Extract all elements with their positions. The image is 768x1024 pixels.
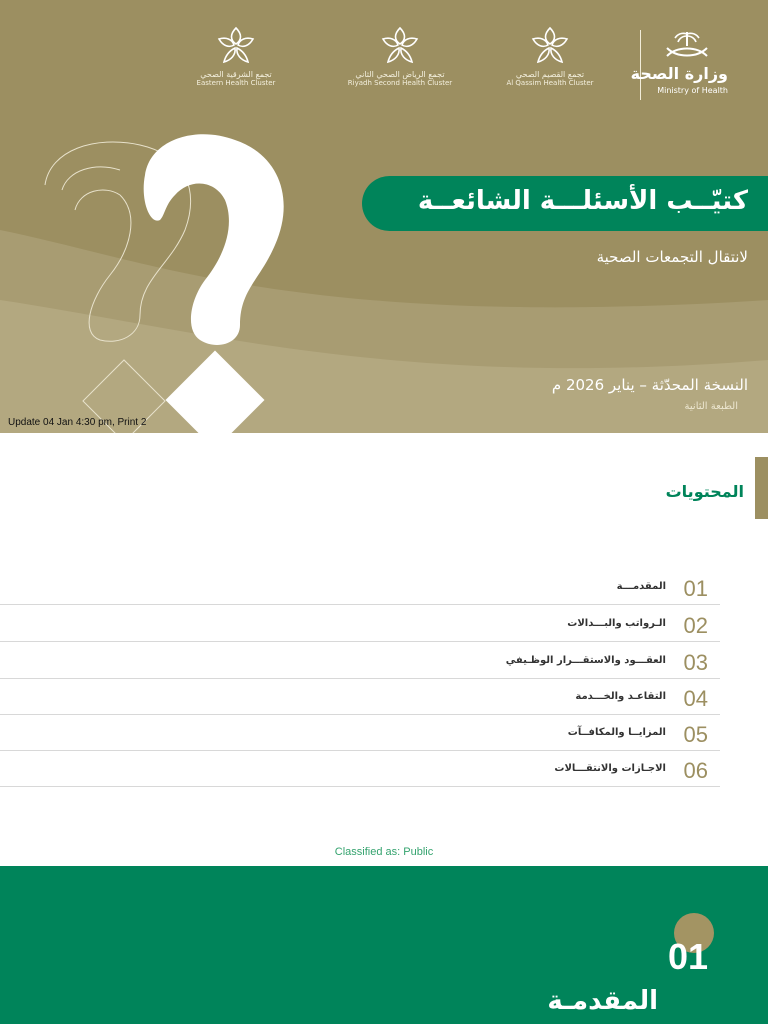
qassim-cluster-logo xyxy=(475,24,625,87)
health-cluster-flower-icon xyxy=(377,24,423,68)
eastern-cluster-logo xyxy=(161,24,311,87)
toc-item-label: العقـــود والاستقـــرار الوظـيفي xyxy=(505,655,666,666)
section-divider-page xyxy=(0,866,768,1024)
contents-side-tab xyxy=(755,457,768,519)
cluster-name-en: Al Qassim Health Cluster xyxy=(506,79,594,87)
toc-item-number: 05 xyxy=(683,722,708,747)
toc-item-label: التقاعـد والخـــدمة xyxy=(575,691,666,702)
toc-item-label: الـرواتب والبـــدالات xyxy=(567,618,666,629)
riyadh-second-cluster-logo xyxy=(325,24,475,87)
toc-item[interactable] xyxy=(0,605,720,642)
contents-title: المحتويات xyxy=(665,482,744,501)
toc-item[interactable] xyxy=(0,642,720,679)
toc-item-number: 06 xyxy=(683,758,708,783)
health-cluster-flower-icon xyxy=(213,24,259,68)
palm-swords-logo-icon xyxy=(661,30,713,60)
moh-name-en: Ministry of Health xyxy=(657,86,728,95)
edition-date: النسخة المحدّثة – يناير 2026 م xyxy=(551,376,748,394)
toc-item-label: المزايــا والمكافــآت xyxy=(567,727,666,738)
cover-subtitle: لانتقال التجمعات الصحية xyxy=(596,248,748,266)
cluster-name-ar: تجمع القصيم الصحي xyxy=(515,70,585,79)
toc-item-number: 03 xyxy=(683,650,708,675)
toc-item-label: الاجـازات والانتقـــالات xyxy=(554,763,666,774)
print-edition: الطبعة الثانية xyxy=(684,401,738,412)
toc-item[interactable] xyxy=(0,678,720,715)
toc-item[interactable] xyxy=(0,568,720,605)
cover-title-banner xyxy=(362,176,768,231)
section-number: 01 xyxy=(667,936,708,977)
ministry-of-health-logo xyxy=(630,30,740,100)
section-title: المقدمـة xyxy=(547,986,658,1016)
classification-label: Classified as: Public xyxy=(334,846,434,858)
toc-item-number: 02 xyxy=(683,613,708,638)
toc-item-label: المقدمـــة xyxy=(616,581,666,592)
cluster-name-en: Eastern Health Cluster xyxy=(196,79,276,87)
update-note: Update 04 Jan 4:30 pm, Print 2 xyxy=(8,417,147,428)
cover-title: كتيّــب الأسئلـــة الشائعــة xyxy=(417,186,748,216)
cluster-name-ar: تجمع الشرقية الصحي xyxy=(200,70,272,79)
health-cluster-flower-icon xyxy=(527,24,573,68)
toc-item-number: 04 xyxy=(683,686,708,711)
toc-item[interactable] xyxy=(0,714,720,751)
cluster-name-en: Riyadh Second Health Cluster xyxy=(347,79,453,87)
cluster-name-ar: تجمع الرياض الصحي الثاني xyxy=(355,70,445,79)
toc-item-number: 01 xyxy=(683,576,708,601)
cover-page xyxy=(0,0,768,433)
toc-item[interactable] xyxy=(0,750,720,787)
moh-name-ar: وزارة الصحة xyxy=(630,64,728,83)
